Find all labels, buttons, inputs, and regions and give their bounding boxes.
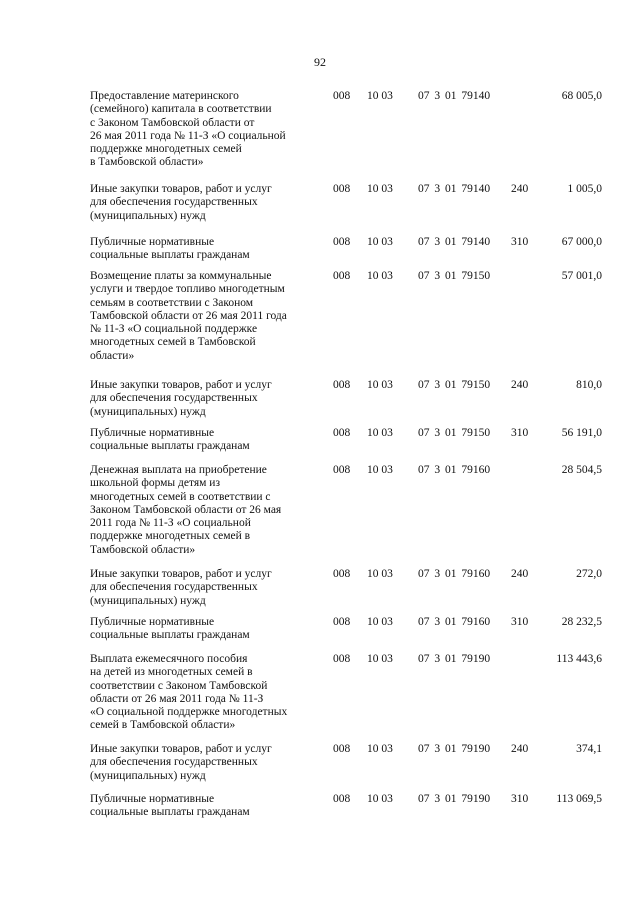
target-article-code: 07 3 01 79150: [418, 270, 491, 282]
description-line: Публичные нормативные: [90, 427, 215, 439]
ministry-code: 008: [333, 793, 351, 805]
description-line: поддержке многодетных семей в: [90, 530, 251, 543]
target-article-code: 07 3 01 79140: [418, 236, 491, 248]
section-code: 10 03: [367, 464, 393, 476]
target-article-code: 07 3 01 79190: [418, 653, 491, 665]
description-line: (муниципальных) нужд: [90, 405, 206, 418]
ministry-code: 008: [333, 427, 351, 439]
expense-type-code: 240: [511, 379, 529, 391]
description-line: социальные выплаты гражданам: [90, 440, 250, 453]
ministry-code: 008: [333, 616, 351, 628]
row-description: [90, 464, 330, 557]
row-description: [90, 379, 330, 419]
amount: 68 005,0: [561, 90, 602, 102]
amount: 272,0: [576, 568, 602, 580]
description-line: в Тамбовской области»: [90, 156, 204, 169]
section-code: 10 03: [367, 653, 393, 665]
description-line: для обеспечения государственных: [90, 756, 258, 769]
description-line: социальные выплаты гражданам: [90, 249, 250, 262]
section-code: 10 03: [367, 270, 393, 282]
section-code: 10 03: [367, 379, 393, 391]
description-line: «О социальной поддержке многодетных: [90, 706, 288, 719]
section-code: 10 03: [367, 427, 393, 439]
description-line: социальные выплаты гражданам: [90, 806, 250, 819]
target-article-code: 07 3 01 79190: [418, 743, 491, 755]
description-line: Иные закупки товаров, работ и услуг: [90, 379, 272, 391]
row-description: [90, 270, 330, 363]
target-article-code: 07 3 01 79150: [418, 427, 491, 439]
description-line: социальные выплаты гражданам: [90, 629, 250, 642]
description-line: Возмещение платы за коммунальные: [90, 270, 272, 282]
row-description: [90, 183, 330, 223]
description-line: семьям в соответствии с Законом: [90, 296, 254, 309]
description-line: на детей из многодетных семей в: [90, 666, 253, 679]
amount: 67 000,0: [561, 236, 602, 248]
ministry-code: 008: [333, 464, 351, 476]
row-description: [90, 616, 330, 643]
description-line: Выплата ежемесячного пособия: [90, 653, 248, 665]
page-number: 92: [314, 55, 326, 69]
expense-type-code: 240: [511, 568, 529, 580]
description-line: для обеспечения государственных: [90, 196, 258, 209]
expense-type-code: 310: [511, 427, 529, 439]
description-line: для обеспечения государственных: [90, 392, 258, 405]
row-description: [90, 793, 330, 820]
target-article-code: 07 3 01 79160: [418, 616, 491, 628]
row-description: [90, 743, 330, 783]
amount: 113 069,5: [556, 793, 602, 805]
description-line: Денежная выплата на приобретение: [90, 464, 267, 476]
description-line: услуги и твердое топливо многодетным: [90, 283, 285, 296]
amount: 113 443,6: [556, 653, 602, 665]
row-description: [90, 653, 330, 733]
description-line: (муниципальных) нужд: [90, 209, 206, 222]
section-code: 10 03: [367, 236, 393, 248]
row-description: [90, 427, 330, 454]
target-article-code: 07 3 01 79160: [418, 568, 491, 580]
amount: 28 504,5: [561, 464, 602, 476]
amount: 28 232,5: [561, 616, 602, 628]
row-description: [90, 236, 330, 263]
amount: 374,1: [576, 743, 602, 755]
expense-type-code: 310: [511, 616, 529, 628]
description-line: Иные закупки товаров, работ и услуг: [90, 568, 272, 580]
ministry-code: 008: [333, 379, 351, 391]
row-description: [90, 90, 330, 170]
description-line: Законом Тамбовской области от 26 мая: [90, 503, 282, 516]
section-code: 10 03: [367, 616, 393, 628]
description-line: Иные закупки товаров, работ и услуг: [90, 743, 272, 755]
ministry-code: 008: [333, 183, 351, 195]
description-line: Иные закупки товаров, работ и услуг: [90, 183, 272, 195]
target-article-code: 07 3 01 79190: [418, 793, 491, 805]
description-line: 2011 года № 11-З «О социальной: [90, 517, 251, 530]
expense-type-code: 240: [511, 183, 529, 195]
amount: 1 005,0: [567, 183, 602, 195]
target-article-code: 07 3 01 79160: [418, 464, 491, 476]
expense-type-code: 310: [511, 793, 529, 805]
section-code: 10 03: [367, 743, 393, 755]
description-line: Тамбовской области»: [90, 543, 196, 556]
description-line: Тамбовской области от 26 мая 2011 года: [90, 309, 287, 322]
ministry-code: 008: [333, 236, 351, 248]
expense-type-code: 240: [511, 743, 529, 755]
section-code: 10 03: [367, 183, 393, 195]
amount: 810,0: [576, 379, 602, 391]
description-line: (муниципальных) нужд: [90, 769, 206, 782]
description-line: школьной формы детям из: [90, 477, 220, 490]
target-article-code: 07 3 01 79140: [418, 183, 491, 195]
section-code: 10 03: [367, 793, 393, 805]
ministry-code: 008: [333, 90, 351, 102]
target-article-code: 07 3 01 79140: [418, 90, 491, 102]
description-line: многодетных семей в соответствии с: [90, 490, 271, 503]
amount: 56 191,0: [561, 427, 602, 439]
target-article-code: 07 3 01 79150: [418, 379, 491, 391]
expense-type-code: 310: [511, 236, 529, 248]
section-code: 10 03: [367, 90, 393, 102]
description-line: Публичные нормативные: [90, 236, 215, 248]
description-line: поддержке многодетных семей: [90, 143, 242, 156]
section-code: 10 03: [367, 568, 393, 580]
row-description: [90, 568, 330, 608]
ministry-code: 008: [333, 653, 351, 665]
ministry-code: 008: [333, 270, 351, 282]
description-line: области»: [90, 349, 135, 362]
description-line: (семейного) капитала в соответствии: [90, 103, 272, 116]
description-line: области от 26 мая 2011 года № 11-З: [90, 692, 264, 705]
description-line: № 11-З «О социальной поддержке: [90, 323, 258, 336]
description-line: для обеспечения государственных: [90, 581, 258, 594]
description-line: с Законом Тамбовской области от: [90, 116, 255, 129]
description-line: Публичные нормативные: [90, 616, 215, 628]
description-line: (муниципальных) нужд: [90, 594, 206, 607]
amount: 57 001,0: [561, 270, 602, 282]
description-line: многодетных семей в Тамбовской: [90, 336, 256, 349]
ministry-code: 008: [333, 568, 351, 580]
description-line: Публичные нормативные: [90, 793, 215, 805]
description-line: Предоставление материнского: [90, 90, 239, 102]
description-line: 26 мая 2011 года № 11-З «О социальной: [90, 129, 286, 142]
description-line: семей в Тамбовской области»: [90, 719, 236, 732]
description-line: соответствии с Законом Тамбовской: [90, 679, 268, 692]
ministry-code: 008: [333, 743, 351, 755]
